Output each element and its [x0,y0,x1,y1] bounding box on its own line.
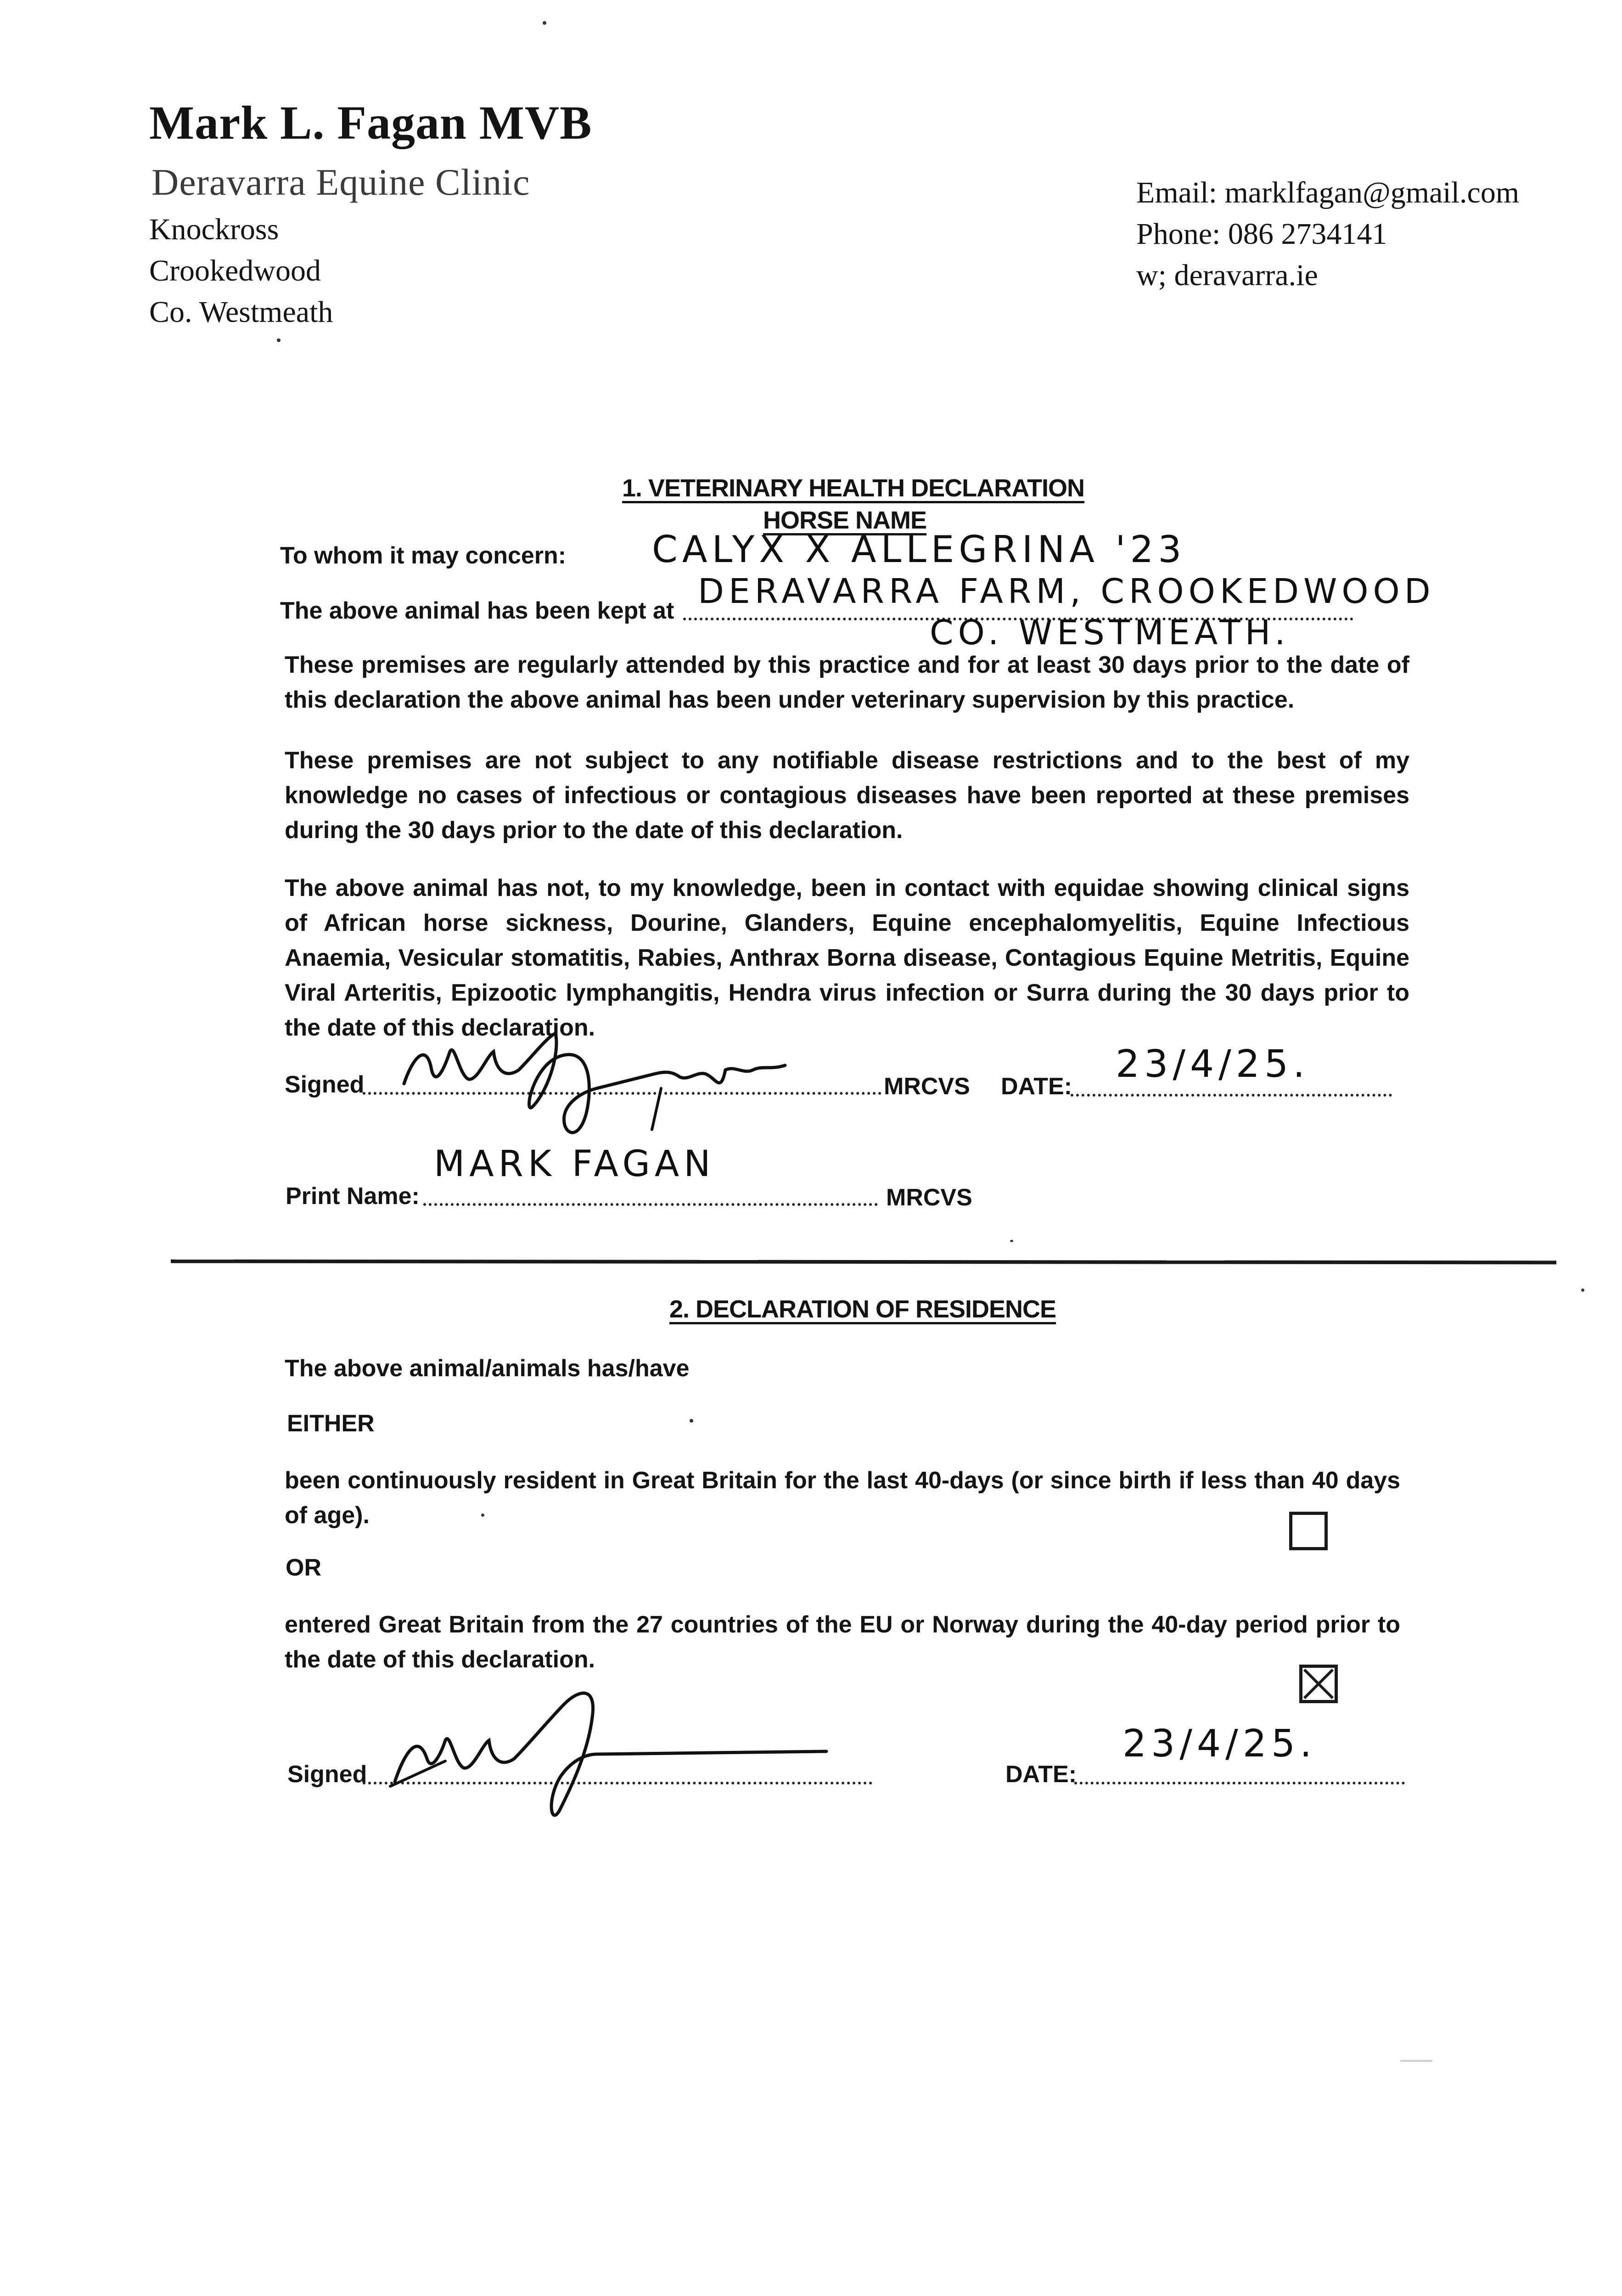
residence-date-dotted-line [1074,1782,1405,1784]
website-line: w; deravarra.ie [1136,259,1318,292]
kept-at-handwritten-line2: CO. WESTMEATH. [930,613,1290,653]
section-divider [171,1260,1556,1265]
horse-name-handwritten: CALYX X ALLEGRINA '23 [652,528,1186,571]
section1-heading: 1. VETERINARY HEALTH DECLARATION [622,474,1085,502]
horse-name-heading: HORSE NAME [763,506,927,534]
scan-speck [543,21,546,25]
option1-checkbox[interactable] [1289,1512,1328,1550]
residence-signed-label: Signed [287,1761,367,1788]
print-name-dotted-line [423,1203,878,1206]
scan-speck [1010,1240,1013,1242]
paragraph-supervision: These premises are regularly attended by this practice and for at least 30 days prior to the date of this declaration the above animal has been under veterinary supervision by this practice. [285,652,1409,713]
scan-speck [277,338,281,342]
option2-text: entered Great Britain from the 27 countries of the EU or Norway during the 40-day period prior to the date of this declaration. [285,1611,1400,1673]
scan-speck [481,1514,484,1517]
address-line-3: Co. Westmeath [149,295,333,329]
address-line-2: Crookedwood [149,254,321,287]
option1-text: been continuously resident in Great Britain for the last 40-days (or since birth if less than 40 days of age). [285,1467,1400,1529]
signature-2 [376,1662,836,1828]
print-name-label: Print Name: [286,1183,420,1210]
either-label: EITHER [287,1410,375,1437]
scan-speck [690,1419,693,1423]
checkmark-x-icon [1302,1668,1335,1700]
kept-at-label: The above animal has been kept at [280,597,674,624]
date-label: DATE: [1001,1073,1072,1100]
signed-label: Signed [285,1071,365,1098]
print-name-handwritten: MARK FAGAN [434,1143,715,1185]
print-mrcvs-label: MRCVS [886,1184,972,1211]
residence-date-label: DATE: [1005,1761,1077,1788]
date-handwritten: 23/4/25. [1116,1042,1310,1086]
signed-mrcvs-label: MRCVS [884,1073,970,1100]
email-line: Email: marklfagan@gmail.com [1136,176,1520,209]
option2-checkbox[interactable] [1299,1665,1338,1703]
or-label: OR [286,1554,321,1581]
clinic-name: Deravarra Equine Clinic [152,161,530,203]
section2-heading: 2. DECLARATION OF RESIDENCE [669,1295,1056,1323]
vet-name: Mark L. Fagan MVB [149,96,592,149]
scan-speck [1581,1289,1584,1292]
residence-intro: The above animal/animals has/have [285,1355,690,1382]
paragraph-contact: The above animal has not, to my knowledge, been in contact with equidae showing clinical signs of African horse sickness, Dourine, Glanders, Equine encephalomyelitis, Equine Infectious Anaemia, Vesicular stomatitis, Rabies, Anthrax Borna disease, Contagious Equine Metritis, Equine Viral Arteritis, Epizootic lymphangitis, Hendra virus infection or Surra during the 30 days prior to the date of this declaration. [285,875,1409,1041]
scan-mark [1400,2060,1432,2062]
phone-line: Phone: 086 2734141 [1136,217,1387,251]
salutation: To whom it may concern: [280,542,567,569]
date-dotted-line [1071,1094,1392,1097]
residence-date-handwritten: 23/4/25. [1122,1722,1317,1766]
paragraph-restrictions: These premises are not subject to any notifiable disease restrictions and to the best of my knowledge no cases of infectious or contagious diseases have been reported at these premises during the 30 days prior to the date of this declaration. [285,747,1409,844]
kept-at-handwritten-line1: DERAVARRA FARM, CROOKEDWOOD [698,572,1435,611]
address-line-1: Knockross [149,213,279,246]
signature-1 [395,1001,877,1148]
